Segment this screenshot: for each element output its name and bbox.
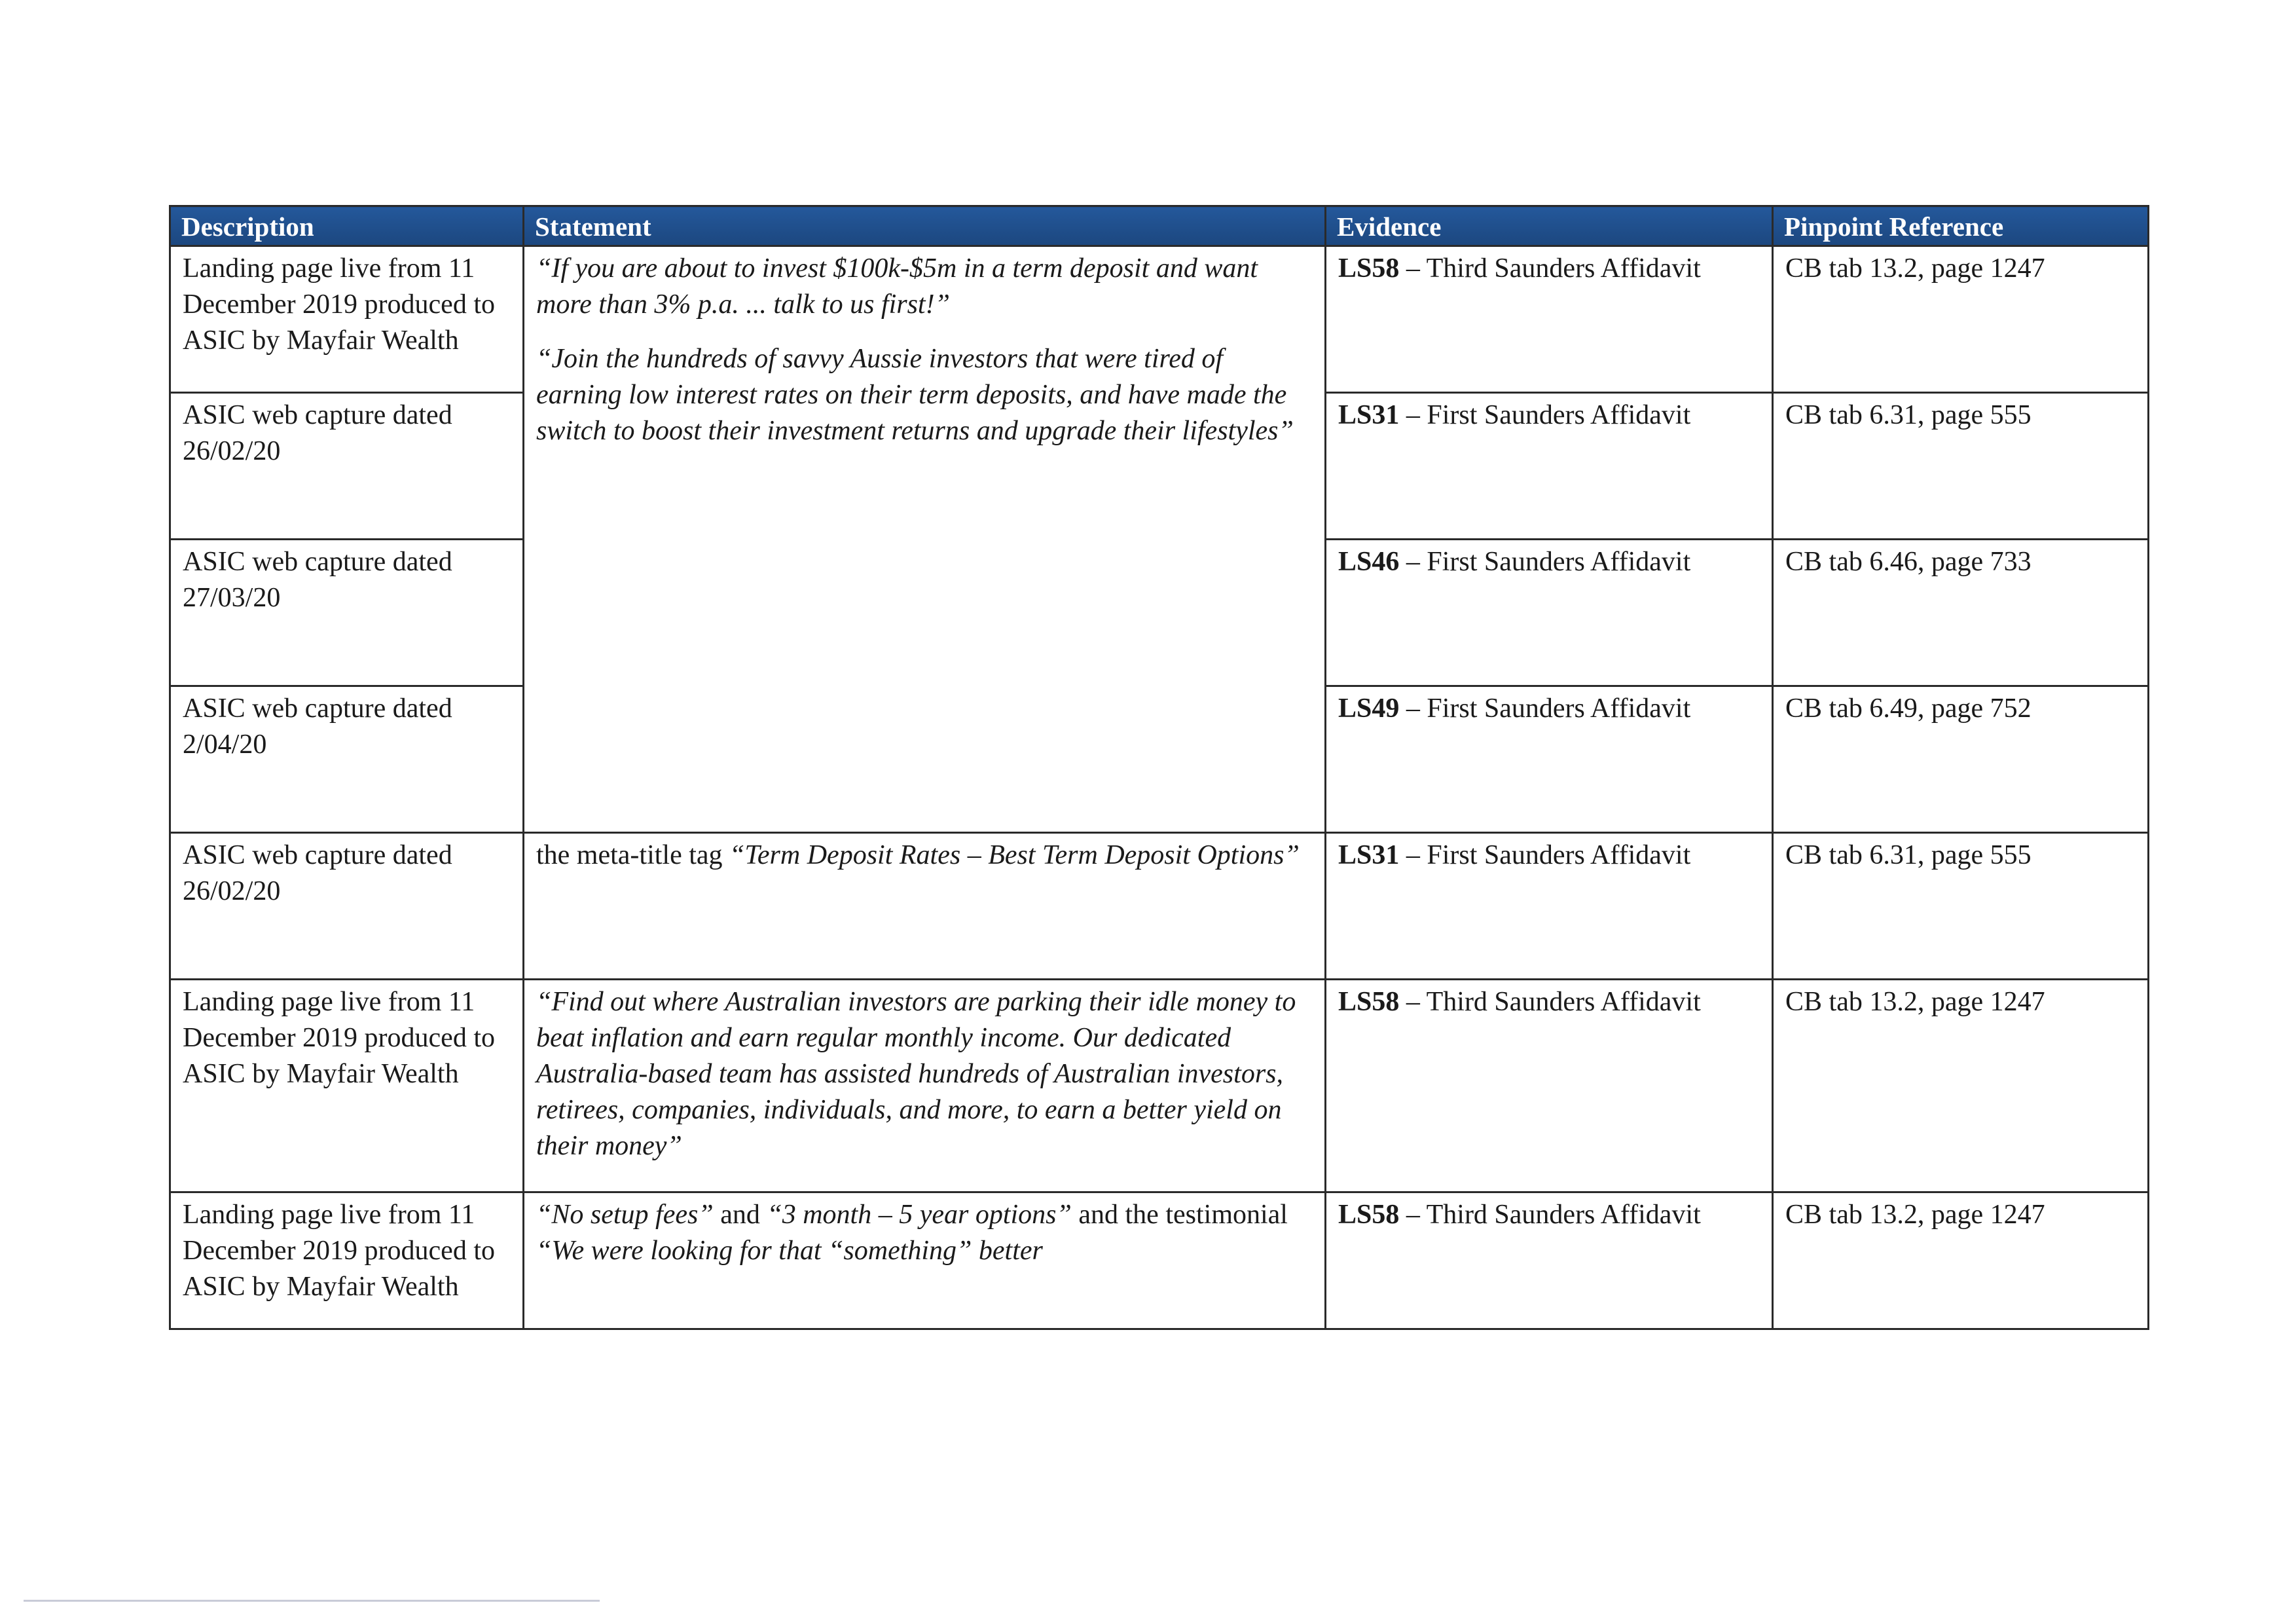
- statement-text: and: [713, 1200, 767, 1230]
- statement-cell: [524, 246, 1326, 833]
- description-cell: Landing page live from 11 December 2019 produced to ASIC by Mayfair Wealth: [170, 980, 524, 1192]
- evidence-text: – First Saunders Affidavit: [1399, 693, 1691, 724]
- evidence-cell: [1326, 393, 1773, 540]
- statement-cell: [524, 833, 1326, 980]
- evidence-cell: [1326, 686, 1773, 833]
- evidence-cell: [1326, 1192, 1773, 1329]
- evidence-ref: LS46: [1338, 547, 1400, 577]
- pinpoint-cell: CB tab 6.31, page 555: [1773, 833, 2149, 980]
- header-evidence: Evidence: [1326, 206, 1773, 246]
- header-pinpoint-reference: Pinpoint Reference: [1773, 206, 2149, 246]
- pinpoint-cell: CB tab 13.2, page 1247: [1773, 980, 2149, 1192]
- evidence-text: – Third Saunders Affidavit: [1399, 1200, 1701, 1230]
- evidence-cell: [1326, 833, 1773, 980]
- table-row: [170, 1192, 2149, 1329]
- evidence-cell: [1326, 980, 1773, 1192]
- evidence-text: – First Saunders Affidavit: [1399, 547, 1691, 577]
- evidence-ref: LS58: [1338, 1200, 1400, 1230]
- description-cell: ASIC web capture dated 26/02/20: [170, 833, 524, 980]
- evidence-text: – Third Saunders Affidavit: [1399, 253, 1701, 284]
- evidence-ref: LS31: [1338, 840, 1400, 870]
- evidence-text: – First Saunders Affidavit: [1399, 400, 1691, 430]
- header-statement: Statement: [524, 206, 1326, 246]
- evidence-ref: LS58: [1338, 987, 1400, 1017]
- statement-quote: “Term Deposit Rates – Best Term Deposit Options”: [729, 840, 1300, 870]
- description-cell: Landing page live from 11 December 2019 produced to ASIC by Mayfair Wealth: [170, 246, 524, 393]
- pinpoint-cell: CB tab 13.2, page 1247: [1773, 246, 2149, 393]
- statement-quote: “No setup fees”: [536, 1200, 714, 1230]
- statement-quote: “Find out where Australian investors are parking their idle money to beat inflation and earn regular monthly income. Our dedicated Australia-based team has assisted hundreds of Australian investors, retirees, companies, individuals, and more, to earn a better yield on their money”: [536, 987, 1296, 1161]
- pinpoint-cell: CB tab 6.31, page 555: [1773, 393, 2149, 540]
- table-row: [170, 246, 2149, 393]
- statement-text: the meta-title tag: [536, 840, 730, 870]
- description-cell: ASIC web capture dated 2/04/20: [170, 686, 524, 833]
- statement-quote: “We were looking for that “something” better: [536, 1236, 1043, 1266]
- statement-quote: “Join the hundreds of savvy Aussie investors that were tired of earning low interest rates on their term deposits, and have made the switch to boost their investment returns and upgrade their lifestyles”: [536, 344, 1294, 446]
- pinpoint-cell: CB tab 13.2, page 1247: [1773, 1192, 2149, 1329]
- description-cell: ASIC web capture dated 26/02/20: [170, 393, 524, 540]
- pinpoint-cell: CB tab 6.49, page 752: [1773, 686, 2149, 833]
- evidence-text: – Third Saunders Affidavit: [1399, 987, 1701, 1017]
- statement-quote: “3 month – 5 year options”: [767, 1200, 1072, 1230]
- evidence-cell: [1326, 540, 1773, 686]
- evidence-table: [169, 205, 2149, 1330]
- evidence-text: – First Saunders Affidavit: [1399, 840, 1691, 870]
- table-row: [170, 833, 2149, 980]
- evidence-ref: LS49: [1338, 693, 1400, 724]
- pinpoint-cell: CB tab 6.46, page 733: [1773, 540, 2149, 686]
- table-row: [170, 980, 2149, 1192]
- description-cell: Landing page live from 11 December 2019 produced to ASIC by Mayfair Wealth: [170, 1192, 524, 1329]
- table-header-row: [170, 206, 2149, 246]
- evidence-ref: LS31: [1338, 400, 1400, 430]
- evidence-ref: LS58: [1338, 253, 1400, 284]
- statement-text: and the testimonial: [1071, 1200, 1288, 1230]
- statement-cell: [524, 980, 1326, 1192]
- statement-cell: [524, 1192, 1326, 1329]
- header-description: Description: [170, 206, 524, 246]
- statement-quote: “If you are about to invest $100k-$5m in a term deposit and want more than 3% p.a. ... talk to us first!”: [536, 253, 1258, 320]
- footer-divider: [24, 1600, 600, 1602]
- evidence-cell: [1326, 246, 1773, 393]
- description-cell: ASIC web capture dated 27/03/20: [170, 540, 524, 686]
